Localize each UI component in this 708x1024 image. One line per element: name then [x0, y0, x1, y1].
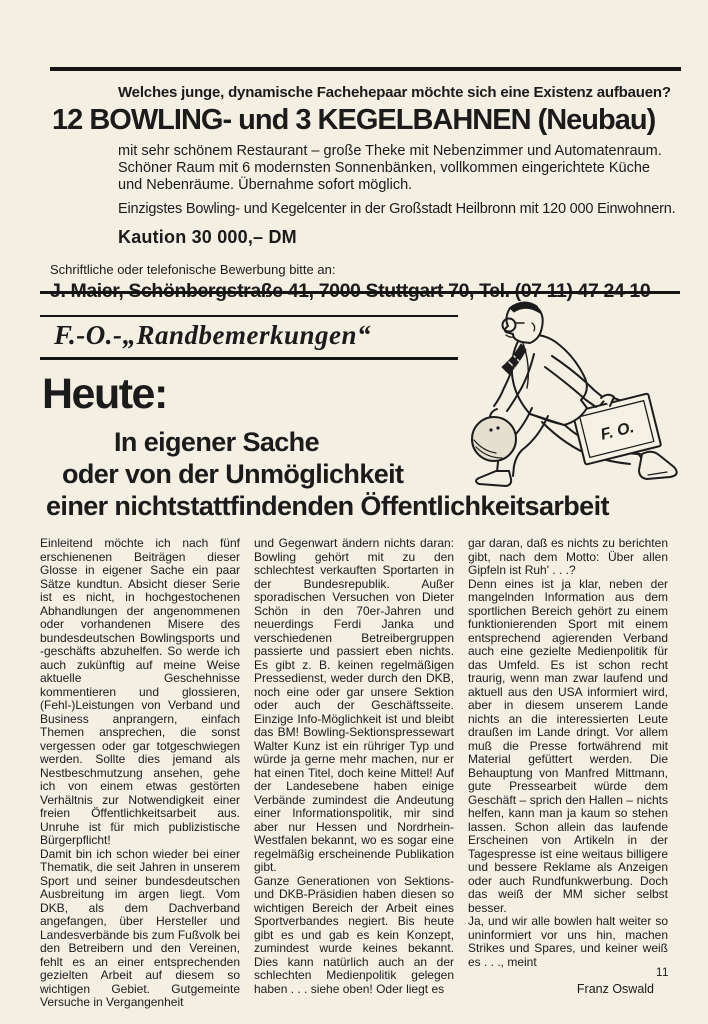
paragraph: Damit bin ich schon wieder bei einer Thematik, die seit Jahren in unserem Sport und seiner bundesdeutschen Ausbreitung im argen liegt. Vom DKB, als dem Dachverband angefangen, über Hersteller und Landesverbände bis zum Fußvolk bei den Betreibern und den Vereinen, fehlt es an einer entsprechenden gezielten Arbeit auf diesem so wichtigen Gebiet. Gutgemeinte Versuche in Vergangenheit	[40, 846, 240, 1009]
article-columns	[40, 537, 668, 1010]
paragraph: Ganze Generationen von Sektions- und DKB-Präsidien haben diesen so wichtigen Bereich der Arbeit eines Sportverbandes negiert. Bis heute gibt es und gab es kein Konzept, zumindest wurde keines bekannt. Dies kann natürlich auch an der schlechten Medienpolitik gelegen haben . . . siehe oben! Oder liegt es	[254, 873, 454, 996]
ad-headline: 12 BOWLING- und 3 KEGELBAHNEN (Neubau)	[52, 104, 656, 136]
paragraph: Ja, und wir alle bowlen halt weiter so uninformiert vor uns hin, machen Strikes und Spares, und keiner weiß es . . ., meint	[468, 914, 668, 969]
running-bowler-cartoon	[460, 296, 702, 494]
back-shoe	[639, 452, 677, 479]
paragraph: Einleitend möchte ich nach fünf erschienenen Beiträgen dieser Glosse in eigener Sache ein paar Sätze kundtun. Absicht dieser Serie ist es nicht, in hochgestochenen Abhandlungen der angenommenen oder vorhandenen Misere des bundesdeutschen Bowlingsports und -geschäfts abzuhelfen. So werde ich auch zukünftig auf meine Weise aktuelle Geschehnisse kommentieren und glossieren, (Fehl-)Leistungen von Verband und Business anprangern, einfach Themen ansprechen, die sonst vergessen oder gar totgeschwiegen werden. Sollte dies jemand als Nestbeschmutzung ansehen, gehe ich von einem etwas gestörten Verhältnis zur Notwendigkeit einer freien Öffentlichkeitsarbeit aus. Unruhe ist für mich publizistische Bürgerpflicht!	[40, 536, 240, 847]
page-number: 11	[656, 967, 669, 979]
article-kicker: F.-O.-„Randbemerkungen“	[54, 320, 372, 350]
article-column-2	[254, 537, 454, 1010]
paragraph: und Gegenwart ändern nichts daran: Bowling gehört mit zu den schlechtest verkauften Sportarten in der Bundesrepublik. Außer sporadischen Versuchen von Dieter Schön in den 70er-Jahren und neuerdings Ferdi Janka und verschiedenen Betreibergruppen passierte und passiert eben nichts. Es gibt z. B. keinen regelmäßigen Pressedienst, weder durch den DKB, noch eine oder gar unsere Sektion oder auch der Geschäftsseite. Einzige Info-Möglichkeit ist und bleibt das BM! Bowling-Sektionspressewart Walter Kunz ist ein rühriger Typ und würde ja gerne mehr machen, nur er hat einen Titel, doch keine Mittel! Auf der Landesebene haben einige Verbände zumindest die Andeutung einer Informationspolitik, mir sind aber nur Hessen und Nordrhein-Westfalen bekannt, wo es sogar eine regelmäßig erscheinende Publikation gibt.	[254, 536, 454, 874]
bowling-ball	[472, 417, 516, 461]
ad-deposit: Kaution 30 000,– DM	[118, 227, 297, 247]
paragraph: Denn eines ist ja klar, neben der mangelnden Information aus dem sportlichen Bereich gehört zu einem funktionierenden Sport mit einem entsprechend agierenden Verband auch eine gezielte Medienpolitik für das Umfeld. Es ist schon recht traurig, wenn man zwar laufend und aktuell aus den USA informiert wird, aber in diesem unserem Lande nichts an die interessierten Leute draußen im Lande dringt. Vor allem muß die Presse fortwährend mit Material gefüttert werden. Die Behauptung von Manfred Mittmann, gute Pressearbeit würde dem Geschäft – sprich den Hallen – nichts helfen, kann man ja kaum so stehen lassen. Schon allein das laufende Erscheinen von Artikeln in der Tagespresse ist eine weitaus billigere und bessere Reklame als Anzeigen oder auch Rundfunkwerbung. Doch das weiß der MM sicher selbst besser.	[468, 576, 668, 915]
article-column-1	[40, 537, 240, 1010]
article-column-3	[468, 537, 668, 1010]
section-divider-rule	[40, 291, 680, 294]
ad-apply-note: Schriftliche oder telefonische Bewerbung bitte an:	[50, 262, 336, 277]
briefcase-label: F. O.	[598, 419, 636, 444]
ad-unique-line: Einzigstes Bowling- und Kegelcenter in der Großstadt Heilbronn mit 120 000 Einwohnern.	[118, 201, 676, 217]
article-title-line-3: einer nichtstattfindenden Öffentlichkeitsarbeit	[46, 491, 609, 521]
paragraph: gar daran, daß es nichts zu berichten gibt, nach dem Motto: Über allen Gipfeln ist Ruh' . . .?	[468, 536, 668, 577]
article-title-line-2: oder von der Unmöglichkeit	[62, 459, 404, 489]
ad-description: mit sehr schönem Restaurant – große Theke mit Nebenzimmer und Automatenraum. Schöner Raum mit 6 modernsten Sonnenbänken, vollkommen eingerichtete Küche und Nebenräume. Übernahme sofort möglich.	[118, 143, 662, 193]
article-signature: Franz Oswald	[576, 982, 654, 996]
front-shoe	[476, 471, 511, 486]
top-divider-rule	[50, 67, 681, 71]
article-kicker-box	[40, 315, 458, 360]
article-today-label: Heute:	[42, 370, 167, 418]
bowling-center-ad	[52, 84, 682, 303]
ad-teaser: Welches junge, dynamische Fachehepaar möchte sich eine Existenz aufbauen?	[118, 84, 671, 101]
article-title-line-1: In eigener Sache	[114, 427, 319, 457]
